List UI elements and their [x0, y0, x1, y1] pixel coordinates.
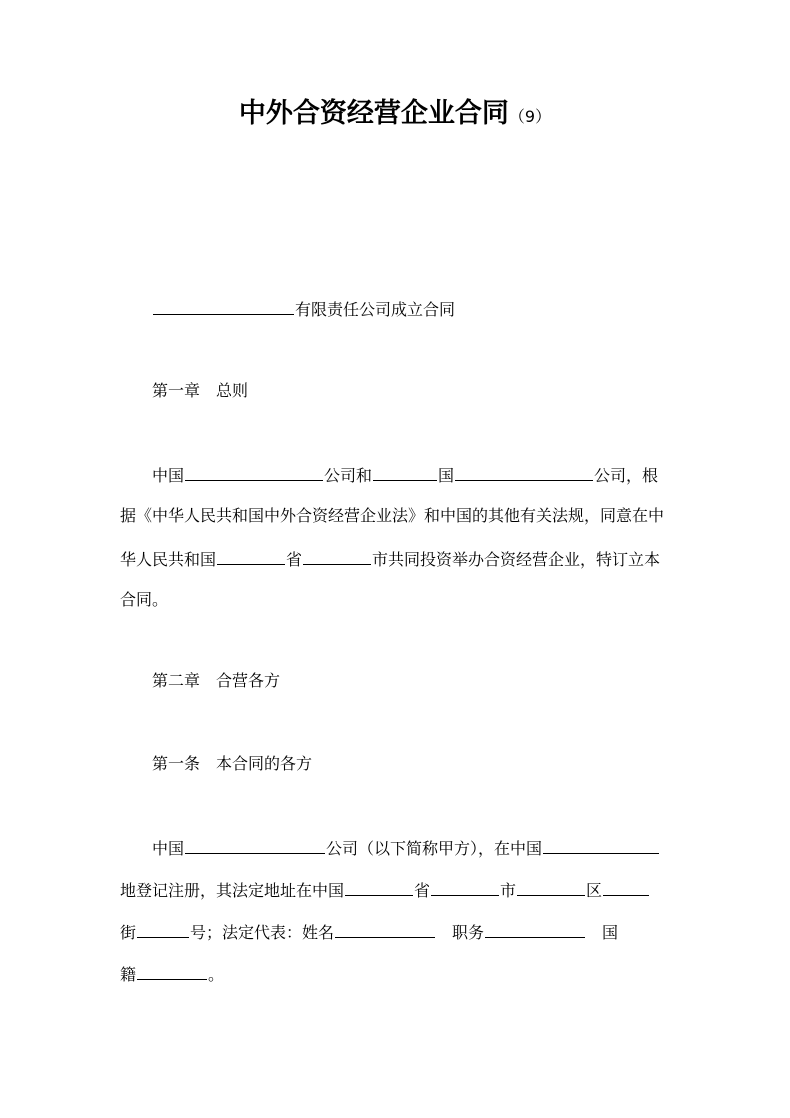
blank-nationality — [137, 961, 207, 980]
p1-text-d: 公司，根 — [594, 466, 659, 485]
p2-line4-b: 。 — [208, 965, 225, 984]
chapter2-heading — [120, 669, 680, 693]
p1-line3 — [120, 546, 680, 572]
blank-province — [217, 546, 285, 565]
p2-line2 — [120, 877, 680, 903]
p1-text-b: 公司和 — [324, 466, 373, 485]
p1-line3-c: 市共同投资举办合资经营企业，特订立本 — [372, 550, 661, 569]
chapter1-heading — [120, 379, 680, 403]
article1-heading — [120, 752, 680, 776]
subtitle-text: 有限责任公司成立合同 — [295, 300, 456, 319]
blank-country — [373, 462, 437, 481]
chapter1-number: 第一章 — [152, 381, 201, 400]
p1-line3-b: 省 — [286, 550, 303, 569]
blank-chinese-company — [185, 462, 323, 481]
chapter2-number: 第二章 — [152, 671, 201, 690]
blank-address-district — [517, 877, 585, 896]
p1-line1 — [120, 462, 680, 488]
title-suffix: （9） — [508, 107, 552, 126]
chapter2-name: 合营各方 — [216, 671, 281, 690]
p2-text-a: 中国 — [152, 839, 185, 858]
blank-representative-position — [485, 919, 585, 938]
p2-line3-d: 国 — [602, 923, 619, 942]
p1-text-a: 中国 — [152, 466, 185, 485]
p2-line2-d: 区 — [586, 881, 603, 900]
p2-line3-b: 号；法定代表：姓名 — [190, 923, 335, 942]
p1-line2: 据《中华人民共和国中外合资经营企业法》和中国的其他有关法规，同意在中 — [120, 506, 665, 525]
p1-text-c: 国 — [438, 466, 455, 485]
chapter1-name: 总则 — [216, 381, 249, 400]
blank-representative-name — [335, 919, 435, 938]
article1-number: 第一条 — [152, 754, 201, 773]
p1-line4: 合同。 — [120, 590, 169, 609]
blank-address-city — [431, 877, 499, 896]
blank-address-street — [603, 877, 649, 896]
article1-name: 本合同的各方 — [216, 754, 313, 773]
p2-line3 — [120, 919, 680, 945]
blank-address-province — [345, 877, 413, 896]
subtitle-line — [120, 296, 680, 322]
p2-line3-a: 街 — [120, 923, 137, 942]
p2-text-b: 公司（以下简称甲方），在中国 — [326, 839, 543, 858]
blank-registration-place — [543, 835, 659, 854]
blank-city — [303, 546, 371, 565]
blank-foreign-company — [455, 462, 593, 481]
p2-line2-c: 市 — [500, 881, 517, 900]
blank-company-name — [153, 296, 294, 315]
p2-line4-a: 籍 — [120, 965, 137, 984]
p2-line4 — [120, 961, 680, 987]
p1-line3-a: 华人民共和国 — [120, 550, 217, 569]
p2-line3-c: 职务 — [452, 923, 485, 942]
blank-street-number — [137, 919, 189, 938]
title-main: 中外合资经营企业合同 — [238, 98, 509, 129]
p2-line1 — [120, 835, 680, 861]
p2-line2-a: 地登记注册，其法定地址在中国 — [120, 881, 345, 900]
p2-line2-b: 省 — [414, 881, 431, 900]
document-title — [0, 94, 790, 137]
blank-party-a-company — [185, 835, 325, 854]
